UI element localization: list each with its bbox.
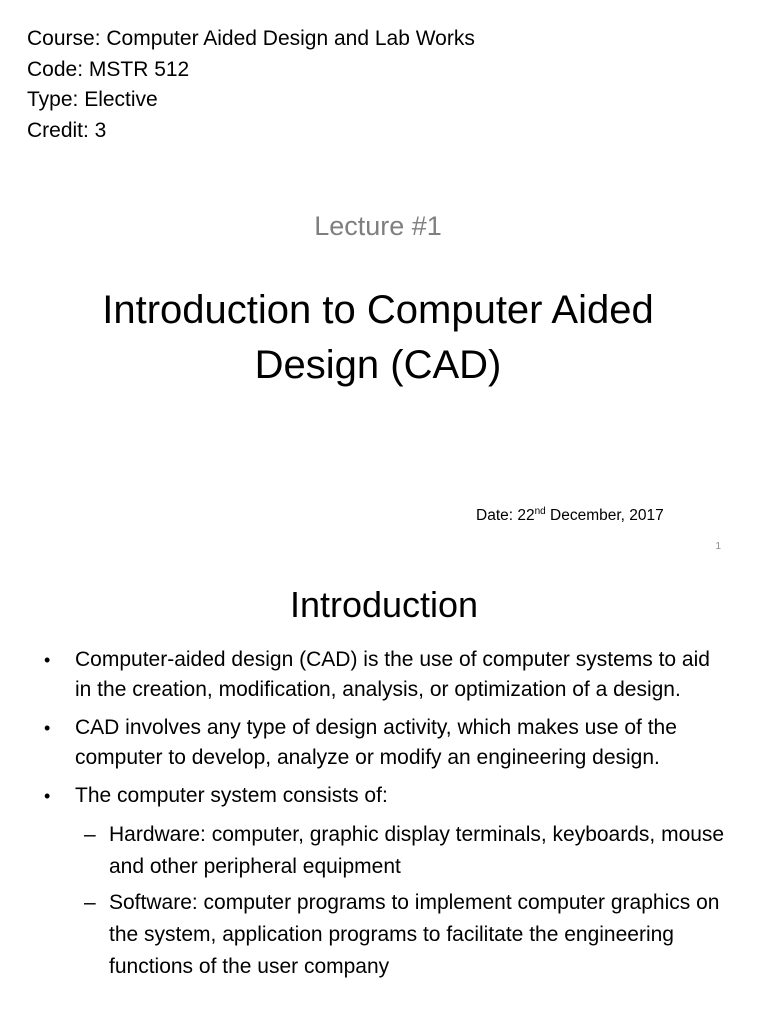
course-info [27, 24, 475, 147]
bullet-item [0, 713, 768, 774]
dash-icon: – [84, 890, 96, 914]
sub-bullet-text: Software: computer programs to implement computer graphics on the system, application programs to facilitate the engineering functions of the user company [109, 890, 720, 978]
bullet-text: The computer system consists of: [75, 784, 388, 808]
slide-number: 1 [715, 541, 721, 552]
slide-2 [0, 566, 768, 1024]
course-code: Code: MSTR 512 [27, 57, 190, 81]
dash-icon: – [84, 822, 96, 846]
bullet-text: Computer-aided design (CAD) is the use of computer systems to aid in the creation, modification, analysis, or optimization of a design. [75, 648, 710, 702]
bullet-item [0, 645, 768, 706]
sub-bullet-item [0, 819, 768, 883]
course-name: Course: Computer Aided Design and Lab Works [27, 27, 475, 50]
course-credit: Credit: 3 [27, 119, 107, 143]
bullet-text: CAD involves any type of design activity, which makes use of the computer to develop, analyze or modify an engineering design. [75, 716, 677, 770]
bullet-list [0, 645, 768, 987]
lecture-number: Lecture #1 [314, 211, 442, 241]
slide-title: Introduction [289, 584, 479, 625]
date-prefix: Date: 22 [476, 507, 535, 524]
lecture-title: Introduction to Computer Aided Design (CAD) [102, 288, 654, 387]
lecture-date [476, 506, 664, 525]
date-ordinal: nd [534, 506, 546, 517]
sub-bullet-item [0, 887, 768, 983]
bullet-icon: • [44, 718, 51, 739]
bullet-item [0, 781, 768, 811]
bullet-icon: • [44, 650, 51, 670]
date-suffix: December, 2017 [545, 507, 664, 524]
course-type: Type: Elective [27, 88, 158, 112]
bullet-icon: • [44, 786, 51, 807]
sub-bullet-text: Hardware: computer, graphic display terminals, keyboards, mouse and other peripheral equipment [109, 822, 725, 878]
